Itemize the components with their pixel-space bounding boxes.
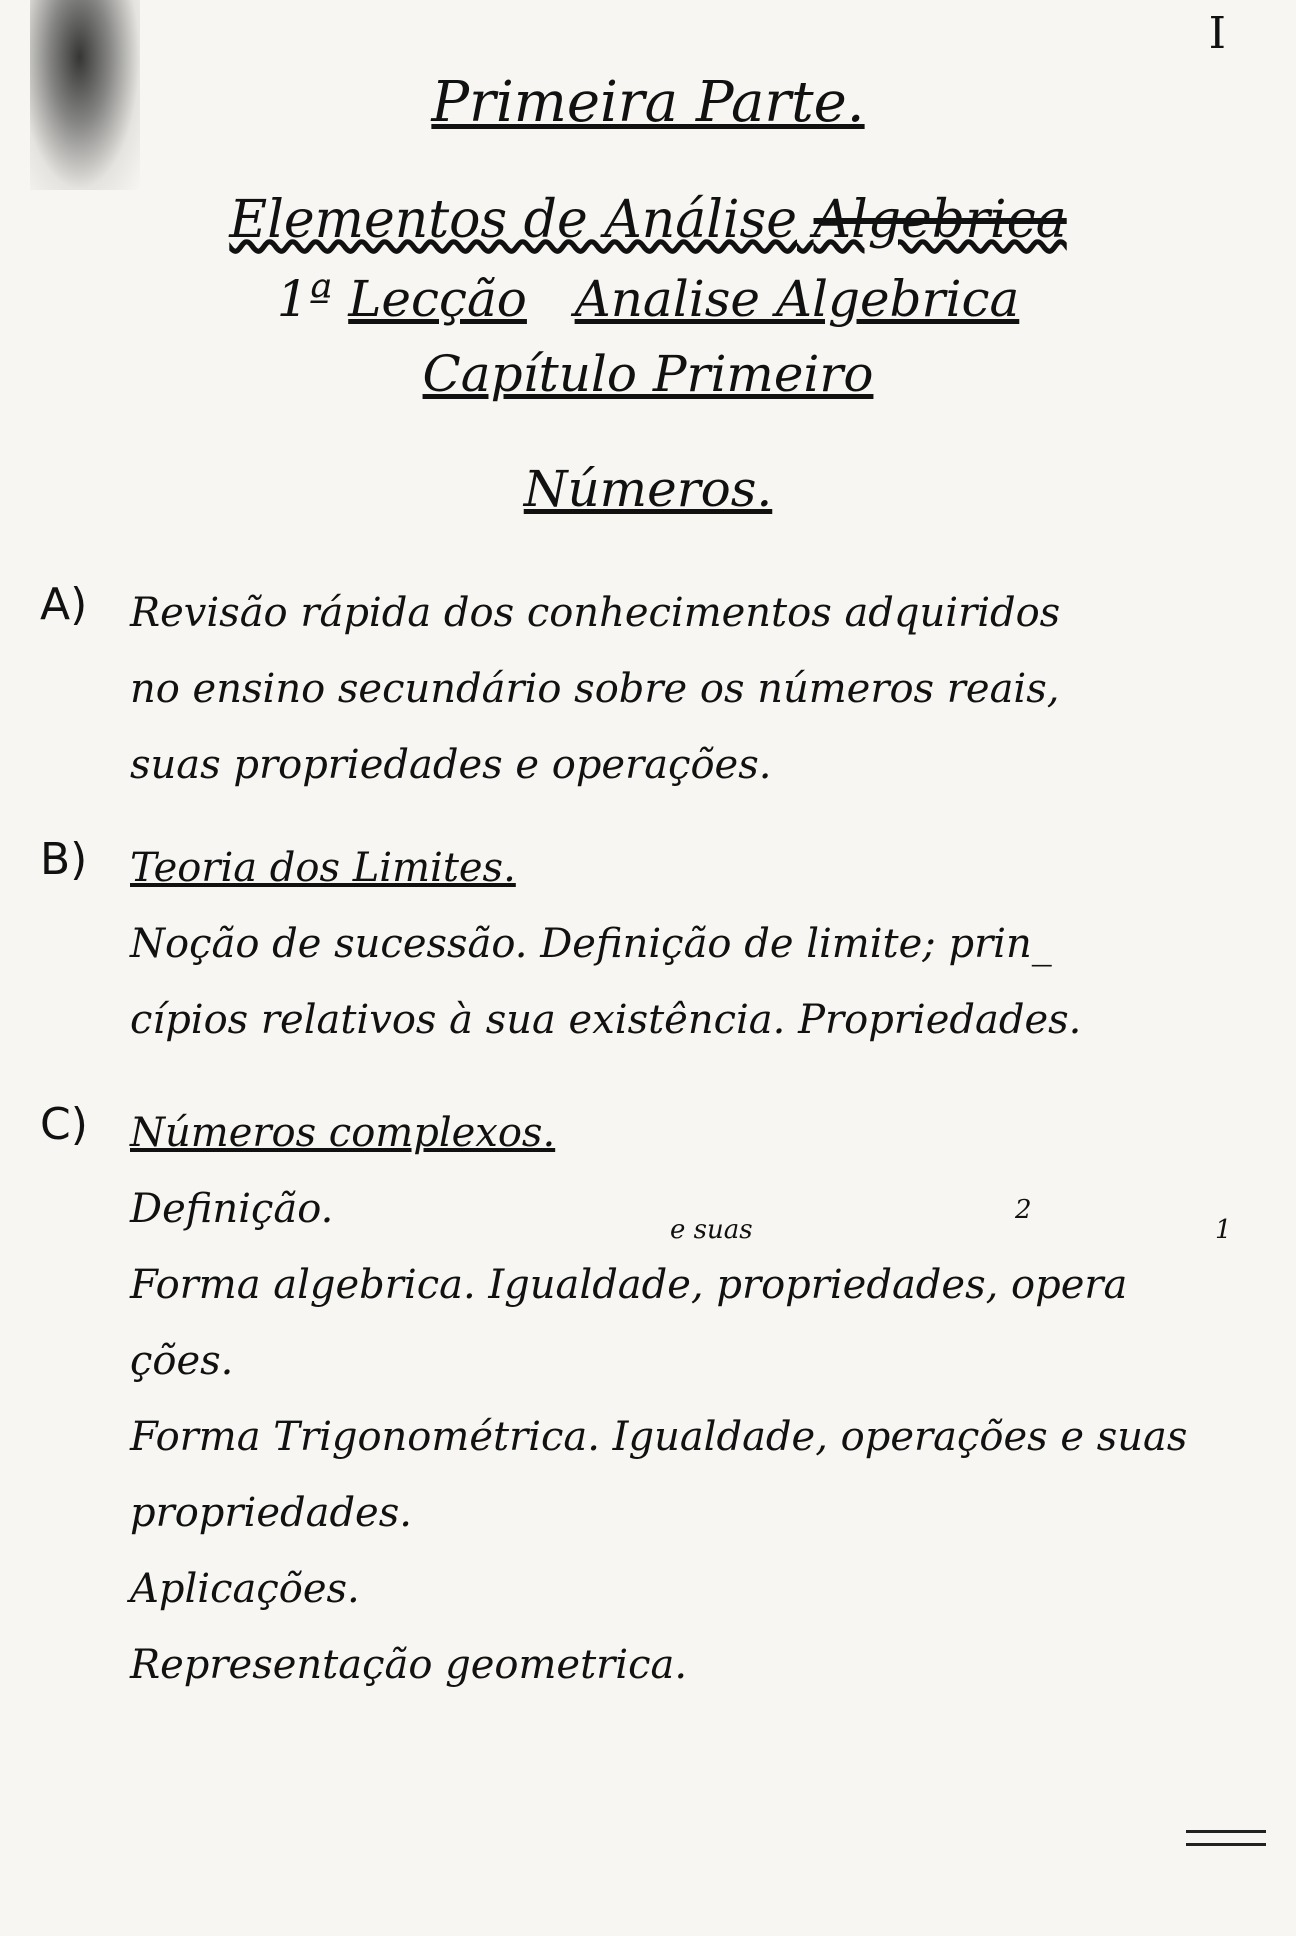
part-title: Primeira Parte. — [431, 70, 865, 135]
subtitle — [0, 190, 1296, 250]
section-c-line-3: ções. — [130, 1338, 234, 1384]
section-b-label: B) — [40, 834, 88, 885]
section-c-line-1: Definição. — [130, 1186, 334, 1232]
reorder-mark-2: 2 — [1015, 1195, 1032, 1225]
section-a-body — [130, 575, 1240, 803]
section-b-line-1: Noção de sucessão. Definição de limite; prin_ — [130, 921, 1052, 967]
section-a-label: A) — [40, 579, 88, 630]
section-c-label: C) — [40, 1099, 88, 1150]
section-c-heading: Números complexos. — [130, 1110, 556, 1156]
lesson-line — [0, 270, 1296, 328]
topic-title: Números. — [523, 460, 773, 518]
section-c-line-7: Representação geometrica. — [130, 1642, 688, 1688]
section-b-heading: Teoria dos Limites. — [130, 845, 516, 891]
lesson-text: Analise Algebrica — [574, 270, 1020, 328]
section-c-line-4: Forma Trigonométrica. Igualdade, operações e suas — [130, 1414, 1188, 1460]
section-a-line-1: Revisão rápida dos conhecimentos adquiridos — [130, 590, 1061, 636]
subtitle-text: Elementos de Análise — [229, 190, 798, 250]
section-b-line-2: cípios relativos à sua existência. Propriedades. — [130, 997, 1082, 1043]
page-number: I — [1208, 8, 1226, 59]
section-b-body — [130, 830, 1240, 1058]
lesson-number: 1ª — [276, 270, 333, 328]
section-c-line-2: Forma algebrica. Igualdade, propriedades, opera — [130, 1262, 1128, 1308]
section-c-line-5: propriedades. — [130, 1490, 412, 1536]
subtitle-struck-word: Algebrica — [813, 190, 1067, 250]
reorder-mark-1: 1 — [1215, 1215, 1232, 1245]
bottom-margin-mark — [1186, 1820, 1266, 1860]
section-a-line-2: no ensino secundário sobre os números reais, — [130, 666, 1060, 712]
chapter-title: Capítulo Primeiro — [422, 345, 874, 403]
lesson-struck-word: Lecção — [348, 270, 527, 328]
section-c-line-6: Aplicações. — [130, 1566, 360, 1612]
section-a-line-3: suas propriedades e operações. — [130, 742, 772, 788]
insert-annotation: e suas — [670, 1215, 753, 1245]
section-c-body — [130, 1095, 1240, 1703]
